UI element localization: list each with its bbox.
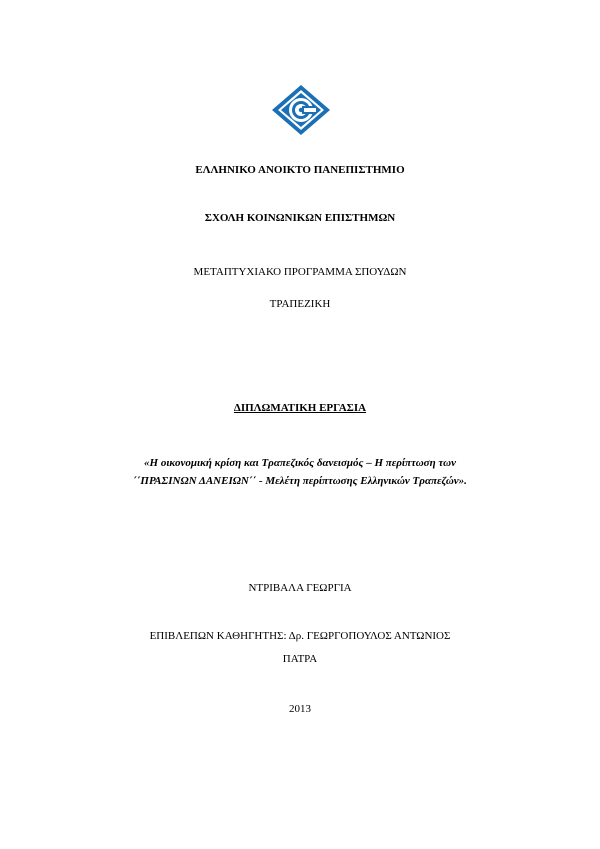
thesis-label: ΔΙΠΛΩΜΑΤΙΚΗ ΕΡΓΑΣΙΑ: [233, 402, 367, 414]
specialization: ΤΡΑΠΕΖΙΚΗ: [269, 298, 331, 310]
university-logo-icon: [271, 84, 331, 136]
supervisor: ΕΠΙΒΛΕΠΩΝ ΚΑΘΗΓΗΤΗΣ: Δρ. ΓΕΩΡΓΟΠΟΥΛΟΣ ΑΝΤΩΝΙΟΣ: [149, 630, 451, 642]
thesis-title-line-2: ΄΄ΠΡΑΣΙΝΩΝ ΔΑΝΕΙΩΝ΄΄ - Μελέτη περίπτωσης Ελληνικών Τραπεζών».: [133, 475, 467, 487]
thesis-title-line-1: «Η οικονομική κρίση και Τραπεζικός δανεισμός – Η περίπτωση των: [144, 457, 456, 469]
university-name: ΕΛΛΗΝΙΚΟ ΑΝΟΙΚΤΟ ΠΑΝΕΠΙΣΤΗΜΙΟ: [195, 164, 405, 176]
year: 2013: [289, 703, 311, 715]
program-name: ΜΕΤΑΠΤΥΧΙΑΚΟ ΠΡΟΓΡΑΜΜΑ ΣΠΟΥΔΩΝ: [193, 266, 407, 278]
city: ΠΑΤΡΑ: [282, 653, 318, 665]
author-name: ΝΤΡΙΒΑΛΑ ΓΕΩΡΓΙΑ: [248, 582, 352, 594]
school-name: ΣΧΟΛΗ ΚΟΙΝΩΝΙΚΩΝ ΕΠΙΣΤΗΜΩΝ: [204, 212, 396, 224]
